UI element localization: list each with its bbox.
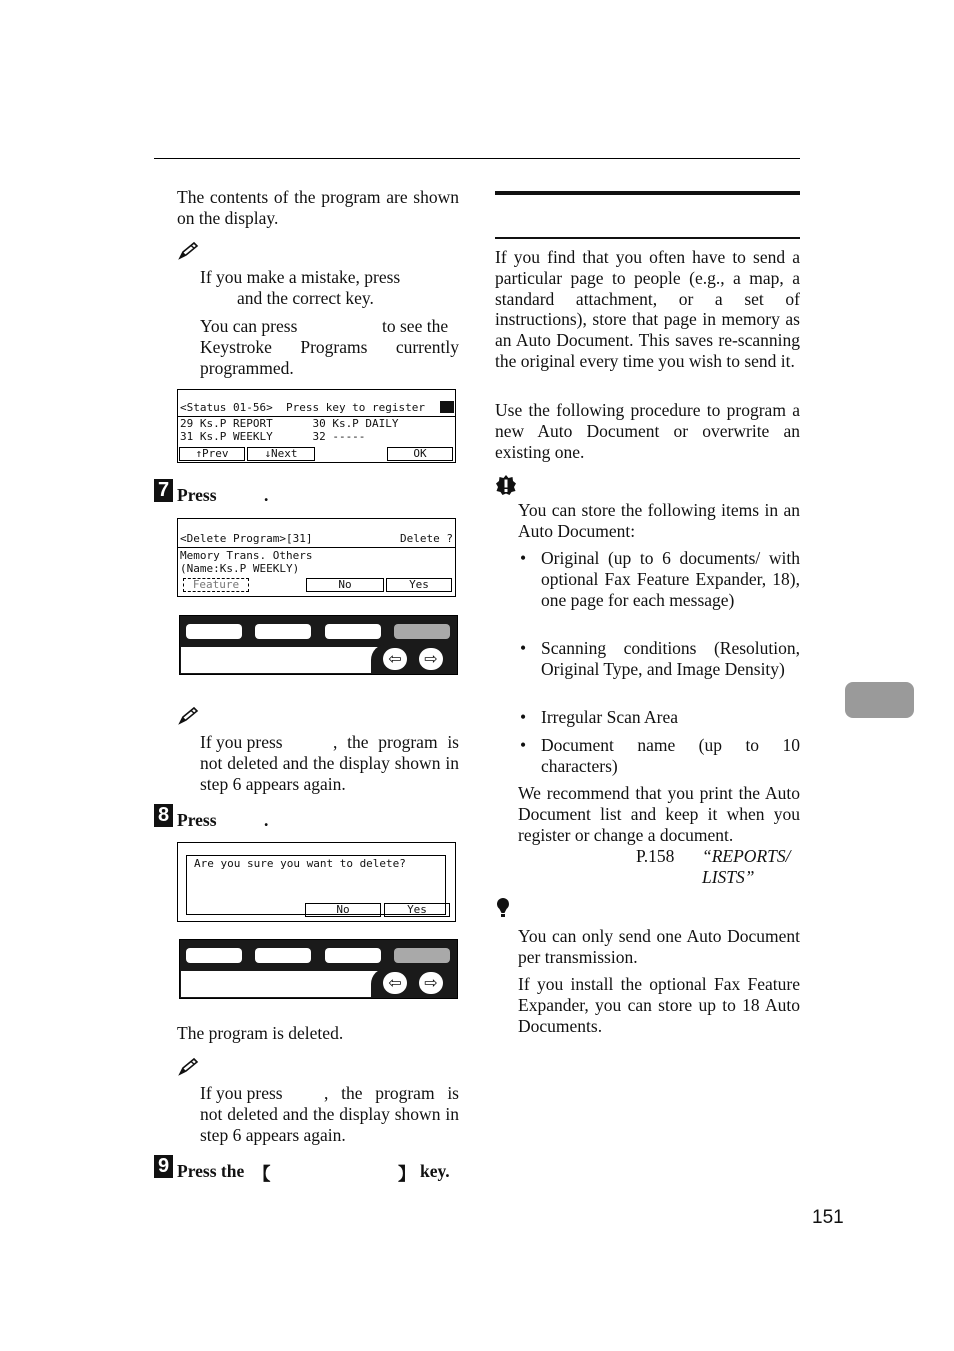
pencil-note-icon <box>177 706 199 726</box>
important-icon <box>495 474 517 496</box>
panel1-selection-key-3[interactable] <box>325 624 381 639</box>
operation-panel-1 <box>179 615 458 675</box>
note1-a-part2: and the correct key. <box>237 288 374 308</box>
lcd1-line1: <Status 01-56> Press key to register <box>180 401 426 414</box>
step-8-text: Press <box>177 810 217 830</box>
lcd3-yes-button[interactable]: Yes <box>384 903 450 917</box>
lcd1-next-button[interactable]: ↓Next <box>247 447 315 461</box>
panel2-selection-key-4[interactable] <box>394 948 450 963</box>
lcd3-no-button[interactable]: No <box>305 903 381 917</box>
lcd2-line2: Memory Trans. Others <box>180 549 313 562</box>
page-number: 151 <box>812 1207 844 1228</box>
panel2-left-arrow-icon[interactable]: ⇦ <box>383 972 407 994</box>
note3-part2: , the program is not deleted and the display shown in step 6 appears again. <box>200 1083 459 1145</box>
step-9-text: Press the <box>177 1161 245 1181</box>
bullet-dot: • <box>520 548 527 568</box>
lcd-confirm-delete-display <box>177 842 456 922</box>
section-divider <box>495 237 800 239</box>
section-top-bar <box>495 191 800 195</box>
lcd1-line2: 29 Ks.P REPORT 30 Ks.P DAILY <box>180 417 399 430</box>
auto-doc-intro: If you find that you often have to send a particular page to people (e.g., a map, a standard attachment, or a set of instructions), store that page in memory as an Auto Document. This saves re-scanning the original every time you wish to send it. <box>495 247 800 371</box>
step-9-bracket-close: 】 <box>398 1164 416 1184</box>
lcd-indicator-icon <box>440 401 454 413</box>
chapter-thumb-tab <box>845 682 914 718</box>
note1-line-a <box>200 267 459 288</box>
panel1-left-arrow-icon[interactable]: ⇦ <box>383 648 407 670</box>
step-7-text: Press <box>177 485 217 505</box>
lcd-delete-program-display <box>177 518 456 597</box>
lcd1-prev-button[interactable]: ↑Prev <box>179 447 245 461</box>
note2-part2: , the program is not deleted and the display shown in step 6 appears again. <box>200 732 459 794</box>
lcd2-line1-right: Delete ? <box>400 532 453 545</box>
note1-b-part2-start: to see the <box>382 316 449 336</box>
panel2-selection-key-2[interactable] <box>255 948 311 963</box>
step-8-end: . <box>264 810 269 830</box>
lcd1-line3: 31 Ks.P WEEKLY 32 ----- <box>180 430 366 443</box>
lcd3-line1: Are you sure you want to delete? <box>194 857 406 870</box>
bullet-item-4: Document name (up to 10 characters) <box>541 735 800 776</box>
note1-b-part1: You can press <box>200 316 298 336</box>
panel1-selection-key-2[interactable] <box>255 624 311 639</box>
bullet-dot: • <box>520 638 527 658</box>
step-7-number: 7 <box>154 479 173 502</box>
panel1-selection-key-4[interactable] <box>394 624 450 639</box>
lcd2-no-button[interactable]: No <box>306 578 384 592</box>
step-9-number: 9 <box>154 1155 173 1178</box>
intro-text: The contents of the program are shown on the display. <box>177 187 459 228</box>
lcd2-yes-button[interactable]: Yes <box>386 578 452 592</box>
important-intro: You can store the following items in an Auto Document: <box>518 500 800 541</box>
reference-title: “REPORTS/ LISTS” <box>702 846 791 887</box>
bullet-item-2: Scanning conditions (Resolution, Original Type, and Image Density) <box>541 638 800 679</box>
panel2-selection-key-1[interactable] <box>186 948 242 963</box>
lcd2-feature-button[interactable]: Feature <box>183 578 249 592</box>
step-9-bracket-open: 【 <box>253 1164 271 1184</box>
bullet-item-3: Irregular Scan Area <box>541 707 679 727</box>
auto-doc-procedure: Use the following procedure to program a new Auto Document or overwrite an existing one. <box>495 400 800 462</box>
lcd2-line3: (Name:Ks.P WEEKLY) <box>180 562 300 575</box>
note2-part1: If you press <box>200 732 283 752</box>
recommend-text: We recommend that you print the Auto Document list and keep it when you register or change a document. <box>518 783 800 845</box>
lcd2-line1: <Delete Program>[31] <box>180 532 313 545</box>
note1-b-part2: Keystroke Programs currently programmed. <box>200 337 459 378</box>
reference-page: P.158 <box>636 846 675 866</box>
lcd1-ok-button[interactable]: OK <box>387 447 453 461</box>
operation-panel-2 <box>179 939 458 999</box>
bullet-dot: • <box>520 707 527 727</box>
bullet-item-1: Original (up to 6 documents/ with optional Fax Feature Expander, 18), one page for each message) <box>541 548 800 610</box>
limitation-icon <box>495 897 511 919</box>
note3-part1: If you press <box>200 1083 283 1103</box>
deleted-text: The program is deleted. <box>177 1023 344 1043</box>
step-8-number: 8 <box>154 804 173 827</box>
panel2-right-arrow-icon[interactable]: ⇨ <box>419 972 443 994</box>
panel1-right-arrow-icon[interactable]: ⇨ <box>419 648 443 670</box>
step-9-end: key. <box>420 1161 450 1181</box>
pencil-note-icon <box>177 241 199 261</box>
limitation-1: You can only send one Auto Document per transmission. <box>518 926 800 967</box>
limitation-2: If you install the optional Fax Feature Expander, you can store up to 18 Auto Documents. <box>518 974 800 1036</box>
bullet-dot: • <box>520 735 527 755</box>
note1-a-part1: If you make a mistake, press <box>200 267 401 287</box>
panel2-selection-key-3[interactable] <box>325 948 381 963</box>
panel1-selection-key-1[interactable] <box>186 624 242 639</box>
pencil-note-icon <box>177 1057 199 1077</box>
step-7-end: . <box>264 485 269 505</box>
lcd-status-display <box>177 389 456 463</box>
header-rule <box>154 158 800 159</box>
